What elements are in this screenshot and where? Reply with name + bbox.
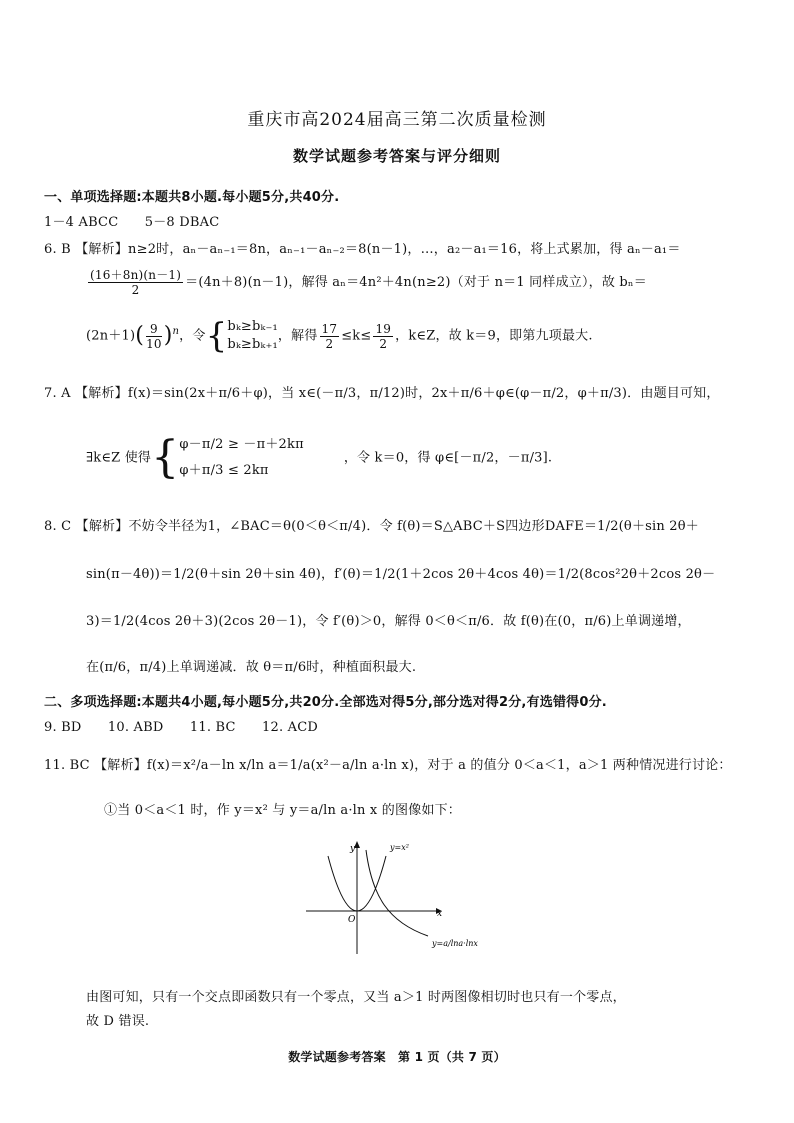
section2-heading: 二、多项选择题:本题共4小题,每小题5分,共20分.全部选对得5分,部分选对得2分,有选错得0分. [44, 695, 607, 710]
q7-line1 [44, 386, 720, 402]
q7-exists: ∃k∈Z 使得 [86, 450, 152, 466]
q6-klow-num: 17 [321, 321, 338, 336]
q8-label: 8. C [44, 519, 72, 534]
graph-origin-label: O [348, 915, 356, 925]
q6-line3: (2n＋1)( $\frac{9}{10}$ )$^n$，令{ bₖ≥bₖ₋₁ bₖ≥bₖ₊₁ ，解得 $\frac{17}{2}$ ≤k≤ $\frac{19}{2}$ ，k∈Z，故 k＝9，即第九项最大. [86, 316, 593, 356]
section2-answers: 9. BD 10. ABD 11. BC 12. ACD [44, 720, 318, 735]
q8-line2: sin(π－4θ))＝1/2(θ＋sin 2θ＋sin 4θ)，f′(θ)＝1/2(1＋2cos 2θ＋4cos 4θ)＝1/2(8cos²2θ＋2cos 2θ－ [86, 567, 716, 582]
q6-text1: n≥2时，aₙ－aₙ₋₁＝8n，aₙ₋₁－aₙ₋₂＝8(n－1)，…，a₂－a₁＝16，将上式累加，得 aₙ－a₁＝ [128, 242, 681, 257]
q11-label: 11. BC [44, 758, 90, 773]
q6-khigh-frac [373, 322, 393, 351]
q11-case1: ①当 0＜a＜1 时，作 y＝x² 与 y＝a/ln a·ln x 的图像如下： [104, 803, 461, 818]
q8-text1: 不妨令半径为1，∠BAC＝θ(0＜θ＜π/4)．令 f(θ)＝S△ABC＋S四边形DAFE＝1/2(θ＋sin 2θ＋ [128, 519, 699, 534]
q6-text3b: ，令 [179, 328, 206, 344]
q6-pow-frac [146, 322, 162, 351]
parabola-label: y=x² [390, 843, 409, 852]
q6-pow-num: 9 [146, 322, 162, 337]
q6-kmid: ≤k≤ [341, 328, 372, 344]
q6-klow-den: 2 [325, 336, 334, 351]
q6-text3a: (2n＋1) [86, 328, 136, 344]
q11-text1: f(x)＝x²/a－ln x/ln a＝1/a(x²－a/ln a·ln x)，对于 a 的值分 0＜a＜1，a＞1 两种情况进行讨论： [146, 758, 732, 773]
page-title: 重庆市高2024届高三第二次质量检测 [247, 110, 547, 130]
q6-tag: 【解析】 [75, 242, 129, 257]
q6-frac-num: (16＋8n)(n－1) [90, 268, 182, 282]
q11-line2: 由图可知，只有一个交点即函数只有一个零点，又当 a＞1 时两图像相切时也只有一个零点， [86, 990, 626, 1005]
graph-x-label: x [437, 909, 443, 919]
section1-answers: 1－4 ABCC 5－8 DBAC [44, 215, 220, 230]
q6-conditions [227, 318, 278, 354]
q8-line3: 3)＝1/2(4cos 2θ＋3)(2cos 2θ－1)，令 f′(θ)＞0，解得 0＜θ＜π/6．故 f(θ)在(0，π/6)上单调递增， [86, 614, 691, 629]
q11-line3: 故 D 错误. [86, 1014, 150, 1029]
q8-line4: 在(π/6，π/4)上单调递减．故 θ＝π/6时，种植面积最大. [86, 660, 417, 675]
q7-text1: f(x)＝sin(2x＋π/6＋φ)，当 x∈(－π/3，π/12)时，2x＋π/6＋φ∈(φ－π/2，φ＋π/3)．由题目可知， [127, 386, 720, 401]
log-curve [366, 850, 428, 936]
q6-klow-frac [320, 322, 340, 351]
q11-line1 [44, 758, 732, 774]
q6-line1 [44, 242, 681, 258]
q7-cond2: φ＋π/3 ≤ 2kπ [179, 463, 269, 478]
q6-fraction [88, 268, 183, 297]
q6-line2 [86, 268, 647, 297]
q6-khigh-num: 19 [375, 321, 392, 336]
q7-conditions [179, 432, 304, 484]
q8-line1 [44, 519, 699, 535]
log-curve-label: y=a/lna·lnx [432, 939, 478, 948]
q6-text2: ＝(4n＋8)(n－1)，解得 aₙ＝4n²＋4n(n≥2)（对于 n＝1 同样成立），故 bₙ＝ [185, 275, 647, 290]
q7-label: 7. A [44, 386, 71, 401]
q6-text3d: ，k∈Z，故 k＝9，即第九项最大. [395, 328, 593, 344]
q6-label: 6. B [44, 242, 71, 257]
q6-cond1: bₖ≥bₖ₋₁ [227, 319, 278, 334]
function-graph [300, 836, 500, 960]
q6-pow-den: 10 [146, 336, 162, 351]
q6-khigh-den: 2 [379, 336, 388, 351]
q7-tail: ，令 k＝0，得 φ∈[－π/2，－π/3]. [343, 450, 553, 466]
page-subtitle: 数学试题参考答案与评分细则 [292, 147, 501, 165]
section1-heading: 一、单项选择题:本题共8小题.每小题5分,共40分. [44, 190, 340, 205]
q7-tag: 【解析】 [75, 386, 128, 401]
q6-cond2: bₖ≥bₖ₊₁ [227, 337, 278, 352]
q7-line2: ∃k∈Z 使得{ φ－π/2 ≥ －π＋2kπ φ＋π/3 ≤ 2kπ ，令 k＝0，得 φ∈[－π/2，－π/3]. [86, 432, 553, 483]
q7-cond1: φ－π/2 ≥ －π＋2kπ [179, 437, 304, 452]
page-footer: 数学试题参考答案 第 1 页（共 7 页） [288, 1050, 506, 1064]
graph-y-label: y [350, 844, 356, 854]
q6-frac-den: 2 [131, 283, 140, 297]
q11-tag: 【解析】 [94, 758, 147, 773]
q6-text3c: ，解得 [277, 328, 318, 344]
q8-tag: 【解析】 [75, 519, 129, 534]
